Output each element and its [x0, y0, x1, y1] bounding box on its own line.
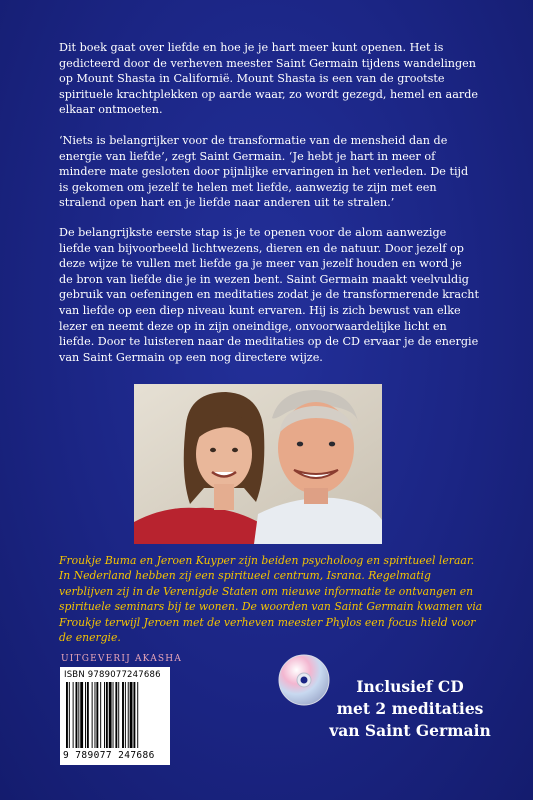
barcode-bar — [125, 682, 126, 748]
cd-promo-line-3: van Saint Germain — [329, 721, 491, 740]
barcode-bar — [76, 682, 78, 748]
barcode-bar — [133, 682, 135, 748]
barcode-bar — [96, 682, 98, 748]
barcode-bar — [78, 682, 79, 748]
author-bio: Froukje Buma en Jeroen Kuyper zijn beiden psycholoog en spiritueel leraar. In Nederland hebben zij een spiritueel centrum, Israna. Regelmatig verblijven zij in de Verenigde Staten om nieuwe informatie te ontvangen en spirituele seminars bij te wonen. De woorden van Saint Germain kwamen via Froukje terwijl Jeroen met de verheven meester Phylos een focus hield voor de energie. — [59, 554, 483, 645]
cd-promo — [300, 676, 520, 742]
author-photo — [134, 384, 382, 544]
barcode-bar — [92, 682, 93, 748]
barcode-bar — [80, 682, 83, 748]
barcode-bar — [137, 682, 138, 748]
barcode-bar — [122, 682, 124, 748]
author-photo-illustration — [134, 384, 382, 544]
barcode-bar — [115, 682, 117, 748]
barcode-bar — [66, 682, 68, 748]
barcode-bar — [106, 682, 108, 748]
ean-digits: 9 789077 247686 — [63, 750, 155, 761]
isbn-barcode — [60, 667, 170, 765]
barcode-bar — [95, 682, 96, 748]
barcode-bar — [85, 682, 86, 748]
blurb-paragraph-3: De belangrijkste eerste stap is je te openen voor de alom aanwezige liefde van bijvoorbeeld lichtwezens, dieren en de natuur. Door jezelf op deze wijze te vullen met liefde ga je meer van jezelf houden en word je de bron van liefde die je in wezen bent. Saint Germain maakt veelvuldig gebruik van oefeningen en meditaties zodat je de transformerende kracht van liefde op een diep niveau kunt ervaren. Hij is zich bewust van elke lezer en neemt deze op in zijn oneindige, onvoorwaardelijke licht en liefde. Door te luisteren naar de meditaties op de CD ervaar je de energie van Saint Germain op een nog directere wijze. — [59, 226, 480, 364]
barcode-bars — [64, 682, 166, 750]
barcode-bar — [113, 682, 114, 748]
barcode-bar — [100, 682, 101, 748]
barcode-bar — [130, 682, 133, 748]
barcode-bar — [118, 682, 119, 748]
cd-promo-line-2: met 2 meditaties — [336, 699, 484, 718]
barcode-bar — [104, 682, 105, 748]
barcode-bar — [128, 682, 129, 748]
blurb-paragraph-1: Dit boek gaat over liefde en hoe je je hart meer kunt openen. Het is gedicteerd door de verheven meester Saint Germain tijdens wandelingen op Mount Shasta in Californië. Mount Shasta is een van de grootste spirituele krachtplekken op aarde waar, zo wordt gezegd, hemel en aarde elkaar ontmoeten. — [59, 41, 479, 117]
barcode-bar — [69, 682, 70, 748]
cd-promo-line-1: Inclusief CD — [356, 677, 464, 696]
barcode-bar — [73, 682, 74, 748]
isbn-label: ISBN 9789077247686 — [64, 670, 161, 680]
blurb-paragraph-2: ‘Niets is belangrijker voor de transformatie van de mensheid dan de energie van liefde’, zegt Saint Germain. ‘Je hebt je hart in meer of mindere mate gesloten door pijnlijke ervaringen in het verleden. De tijd is gekomen om jezelf te helen met liefde, aanwezig te zijn met een stralend open hart en je liefde naar anderen uit te stralen.’ — [59, 134, 469, 210]
publisher-name: UITGEVERIJ AKASHA — [61, 654, 183, 664]
barcode-bar — [109, 682, 112, 748]
barcode-bar — [87, 682, 89, 748]
